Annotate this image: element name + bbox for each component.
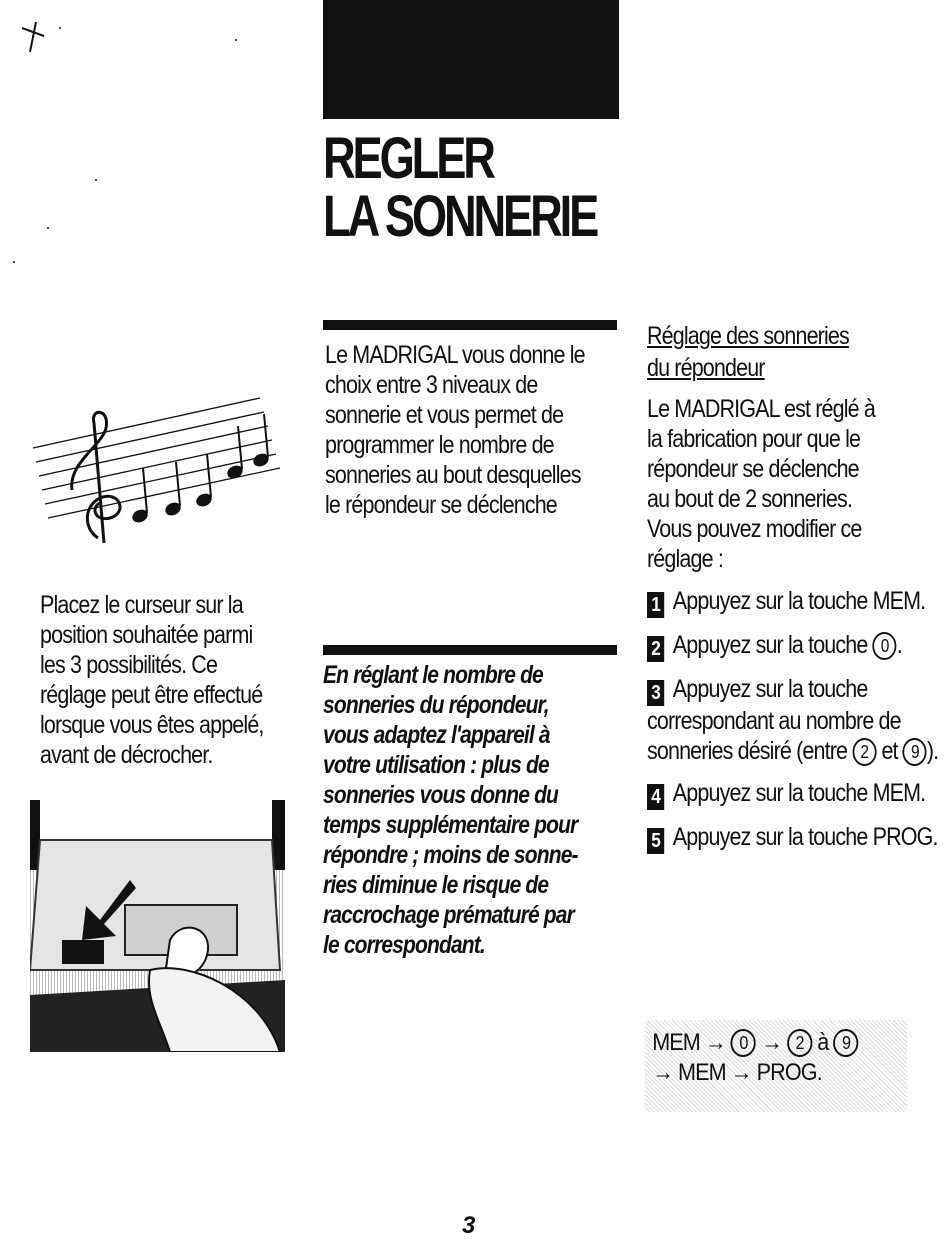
key-0-icon: 0 <box>731 1029 756 1057</box>
key-2-icon: 2 <box>787 1029 812 1057</box>
step-text: Appuyez sur la touche <box>672 631 868 659</box>
key-9-icon: 9 <box>833 1029 858 1057</box>
mem-key-label: MEM <box>678 1059 726 1086</box>
step-text: Appuyez sur la touche MEM. <box>672 779 926 807</box>
step-text: Appuyez sur la touche MEM. <box>672 587 926 615</box>
step-5 <box>647 822 948 854</box>
prog-key-label: PROG. <box>756 1059 822 1086</box>
page-number: 3 <box>462 1212 476 1239</box>
header-black-block <box>323 0 619 119</box>
step-text: Appuyez sur la touche correspondant au nombre de sonneries désiré (entre <box>647 675 901 765</box>
step-text-mid: et <box>881 737 898 765</box>
step-number-badge: 4 <box>647 784 664 810</box>
mem-key-label: MEM <box>652 1029 700 1056</box>
sequence-line-1 <box>645 1028 881 1058</box>
page-title-line2: LA SONNERIE <box>323 184 597 249</box>
margin-marks <box>0 0 300 280</box>
hand-on-switch-illustration <box>30 800 285 1052</box>
phone-switch-photo <box>30 800 285 1052</box>
right-column <box>647 320 948 854</box>
step-1 <box>647 586 948 618</box>
section-heading-line2: du répondeur <box>647 354 765 382</box>
step-number-badge: 1 <box>647 592 664 618</box>
key-9-icon: 9 <box>903 738 927 766</box>
range-word: à <box>817 1029 829 1056</box>
page-title-line1: REGLER <box>323 126 493 191</box>
settings-intro: Le MADRIGAL est réglé à la fabrication pour que le répondeur se déclenche au bout de 2 sonneries. Vous pouvez modifier ce réglage : <box>647 395 875 573</box>
musical-staff-illustration <box>28 378 288 548</box>
key-sequence-summary <box>645 1020 907 1112</box>
section-rule-bottom <box>323 645 617 655</box>
arrow-icon: → <box>652 1059 673 1086</box>
step-text-end: ). <box>926 737 939 765</box>
section-rule-top <box>323 320 617 330</box>
step-number-badge: 3 <box>647 680 664 706</box>
key-2-icon: 2 <box>852 738 876 766</box>
cursor-instruction-text: Placez le curseur sur la position souhaitée parmi les 3 possibilités. Ce réglage peut être effectué lorsque vous êtes appelé, avant de décrocher. <box>40 591 264 769</box>
step-number-badge: 5 <box>647 828 664 854</box>
step-4 <box>647 778 948 810</box>
key-0-icon: 0 <box>873 632 897 660</box>
step-2 <box>647 630 948 662</box>
step-text: Appuyez sur la touche PROG. <box>672 823 938 851</box>
arrow-icon: → <box>761 1029 782 1056</box>
section-heading-line1: Réglage des sonneries <box>647 322 849 350</box>
step-3 <box>647 674 948 766</box>
sequence-line-2 <box>645 1058 881 1088</box>
step-text-end: . <box>896 631 902 659</box>
step-number-badge: 2 <box>647 636 664 662</box>
emphasis-paragraph: En réglant le nombre de sonneries du répondeur, vous adaptez l'appareil à votre utilisation : plus de sonneries vous donne du temps supplémentaire pour répondre ; moins de sonne- ries diminue le risque de raccrochage prématuré par le correspondant. <box>323 661 578 959</box>
arrow-icon: → <box>705 1029 726 1056</box>
intro-paragraph: Le MADRIGAL vous donne le choix entre 3 niveaux de sonnerie et vous permet de programmer le nombre de sonneries au bout desquelles le répondeur se déclenche <box>325 341 585 519</box>
arrow-icon: → <box>730 1059 752 1086</box>
